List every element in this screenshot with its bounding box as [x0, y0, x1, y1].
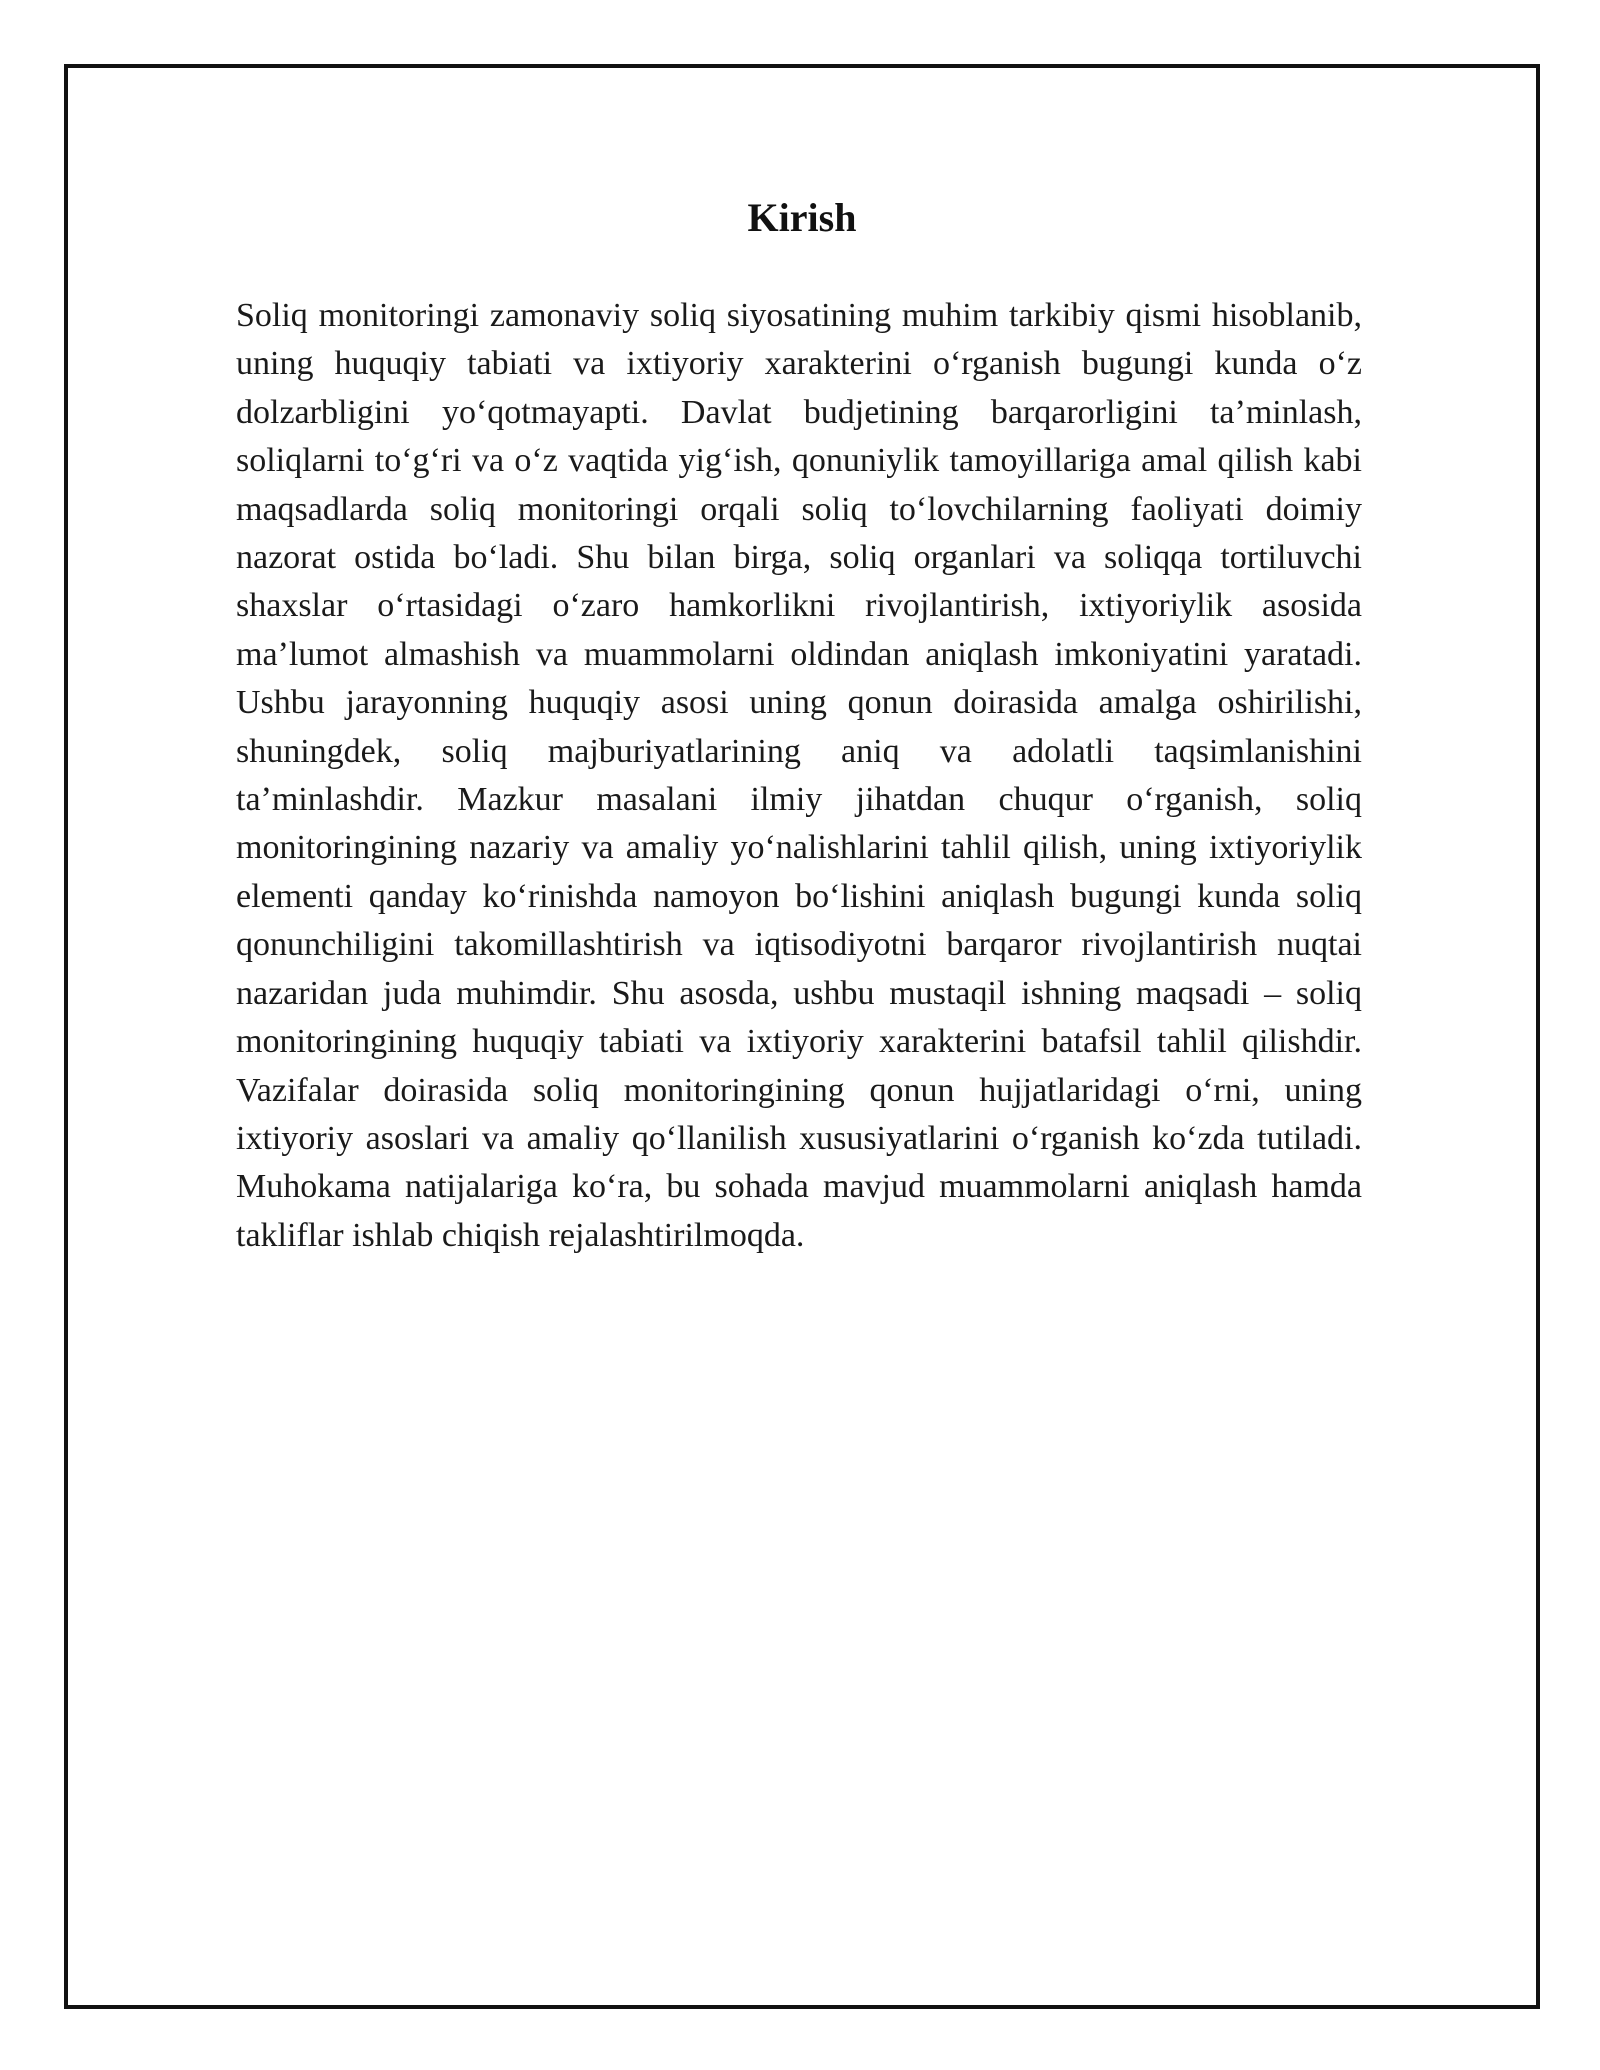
- page-frame: [64, 64, 1540, 2009]
- body-paragraph: Soliq monitoringi zamonaviy soliq siyosatining muhim tarkibiy qismi hisoblanib, uning huquqiy tabiati va ixtiyoriy xarakterini oʻrganish bugungi kunda oʻz dolzarbligini yoʻqotmayapti. Davlat budjetining barqarorligini taʼminlash, soliqlarni toʻgʻri va oʻz vaqtida yigʻish, qonuniylik tamoyillariga amal qilish kabi maqsadlarda soliq monitoringi orqali soliq toʻlovchilarning faoliyati doimiy nazorat ostida boʻladi. Shu bilan birga, soliq organlari va soliqqa tortiluvchi shaxslar oʻrtasidagi oʻzaro hamkorlikni rivojlantirish, ixtiyoriylik asosida maʼlumot almashish va muammolarni oldindan aniqlash imkoniyatini yaratadi. Ushbu jarayonning huquqiy asosi uning qonun doirasida amalga oshirilishi, shuningdek, soliq majburiyatlarining aniq va adolatli taqsimlanishini taʼminlashdir. Mazkur masalani ilmiy jihatdan chuqur oʻrganish, soliq monitoringining nazariy va amaliy yoʻnalishlarini tahlil qilish, uning ixtiyoriylik elementi qanday koʻrinishda namoyon boʻlishini aniqlash bugungi kunda soliq qonunchiligini takomillashtirish va iqtisodiyotni barqaror rivojlantirish nuqtai nazaridan juda muhimdir. Shu asosda, ushbu mustaqil ishning maqsadi – soliq monitoringining huquqiy tabiati va ixtiyoriy xarakterini batafsil tahlil qilishdir. Vazifalar doirasida soliq monitoringining qonun hujjatlaridagi oʻrni, uning ixtiyoriy asoslari va amaliy qoʻllanilish xususiyatlarini oʻrganish koʻzda tutiladi. Muhokama natijalariga koʻra, bu sohada mavjud muammolarni aniqlash hamda takliflar ishlab chiqish rejalashtirilmoqda.: [236, 297, 1362, 1254]
- document-title: Kirish: [747, 195, 857, 240]
